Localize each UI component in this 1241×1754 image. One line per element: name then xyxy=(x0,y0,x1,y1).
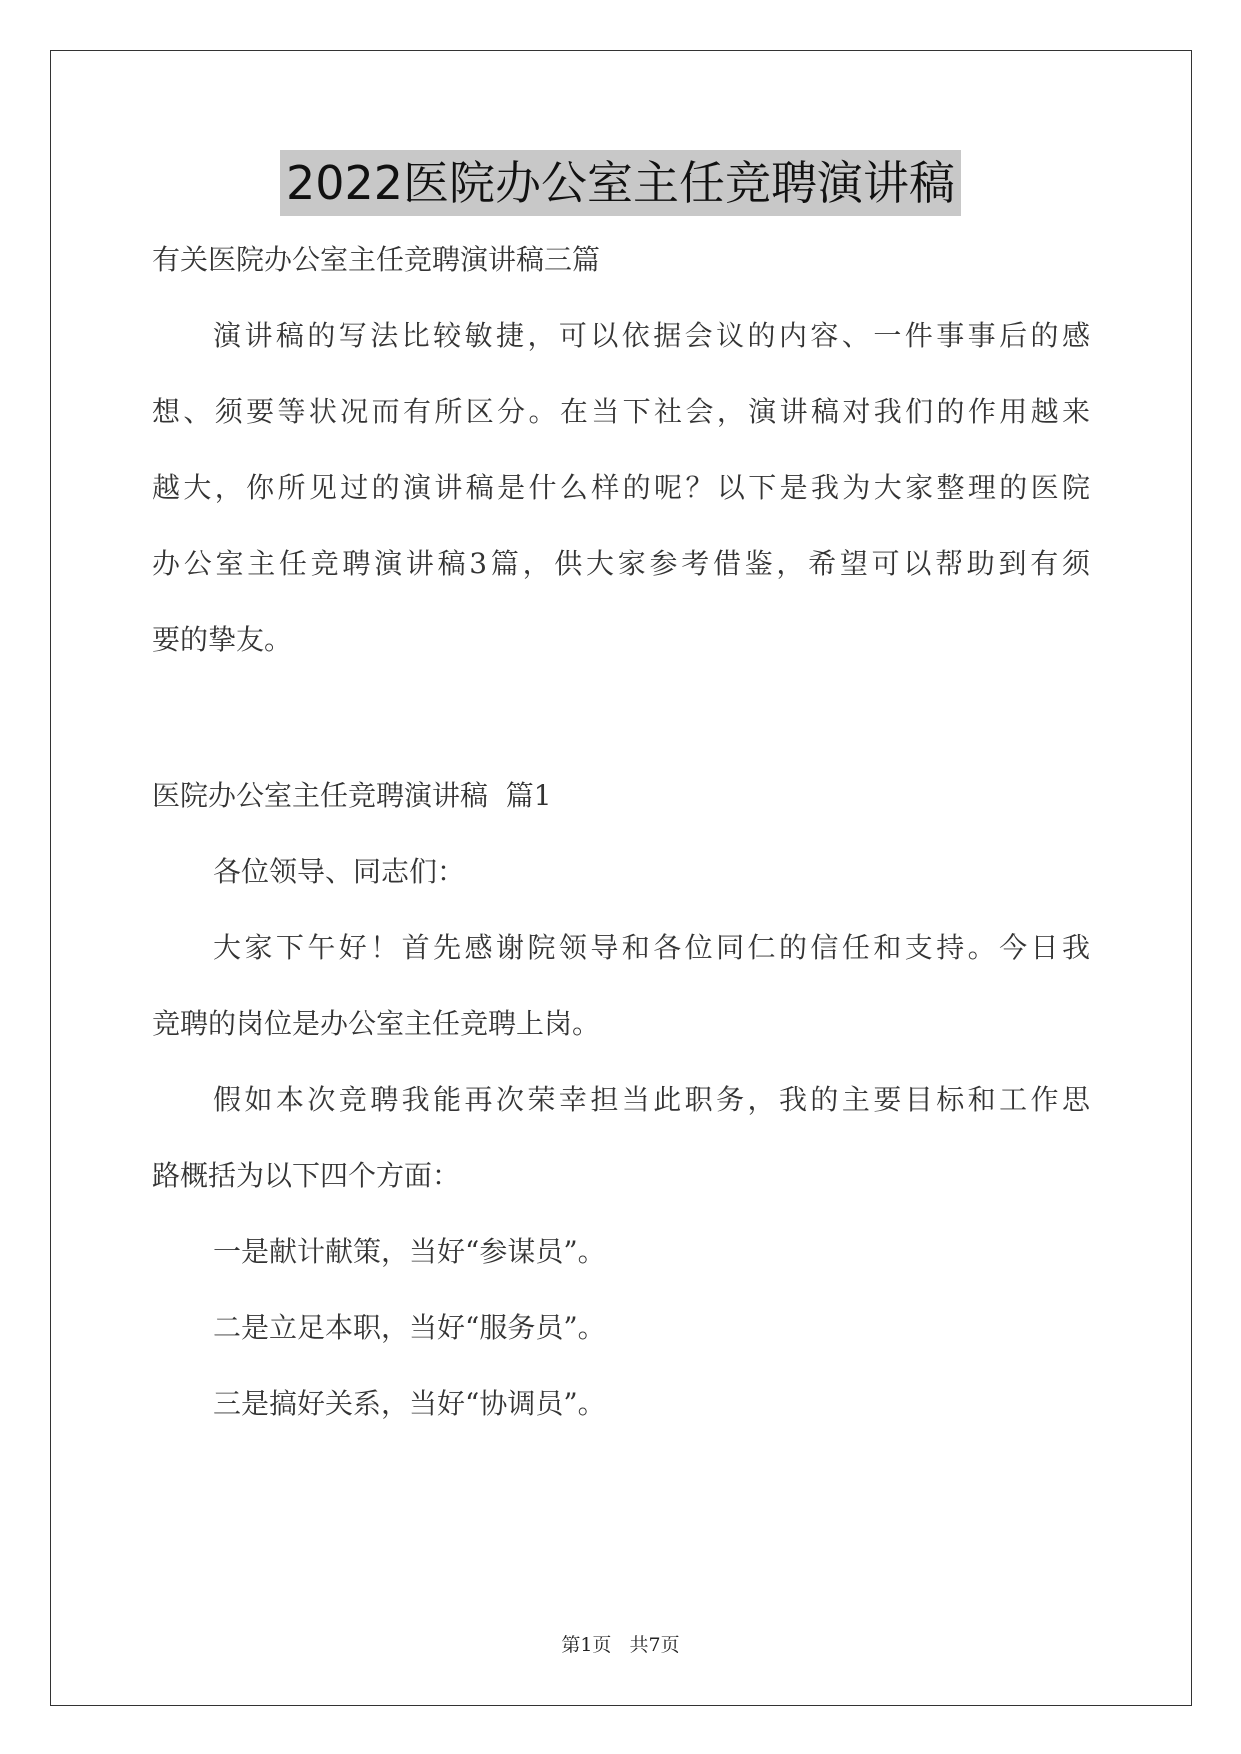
paragraph-line: 大家下午好！首先感谢院领导和各位同仁的信任和支持。今日我 xyxy=(213,931,1090,964)
intro-line: 办公室主任竞聘演讲稿3篇，供大家参考借鉴，希望可以帮助到有须 xyxy=(152,547,1090,580)
paragraph-line: 竞聘的岗位是办公室主任竞聘上岗。 xyxy=(152,1007,601,1040)
page-footer: 第1页 共7页 xyxy=(561,1634,680,1656)
intro-line: 要的挚友。 xyxy=(152,623,293,656)
point-item: 一是献计献策，当好“参谋员”。 xyxy=(213,1235,606,1268)
paragraph-line: 路概括为以下四个方面： xyxy=(152,1159,461,1192)
paragraph-line: 假如本次竞聘我能再次荣幸担当此职务，我的主要目标和工作思 xyxy=(213,1083,1090,1116)
title-container xyxy=(0,150,1241,216)
document-title: 2022医院办公室主任竞聘演讲稿 xyxy=(280,150,961,216)
section-heading: 医院办公室主任竞聘演讲稿 篇1 xyxy=(152,779,552,812)
intro-line: 越大，你所见过的演讲稿是什么样的呢？以下是我为大家整理的医院 xyxy=(152,471,1090,504)
intro-line: 演讲稿的写法比较敏捷，可以依据会议的内容、一件事事后的感 xyxy=(213,319,1090,352)
point-item: 二是立足本职，当好“服务员”。 xyxy=(213,1311,606,1344)
intro-line: 想、须要等状况而有所区分。在当下社会，演讲稿对我们的作用越来 xyxy=(152,395,1090,428)
point-item: 三是搞好关系，当好“协调员”。 xyxy=(213,1387,606,1420)
subtitle: 有关医院办公室主任竞聘演讲稿三篇 xyxy=(152,243,601,276)
greeting: 各位领导、同志们： xyxy=(213,855,466,888)
